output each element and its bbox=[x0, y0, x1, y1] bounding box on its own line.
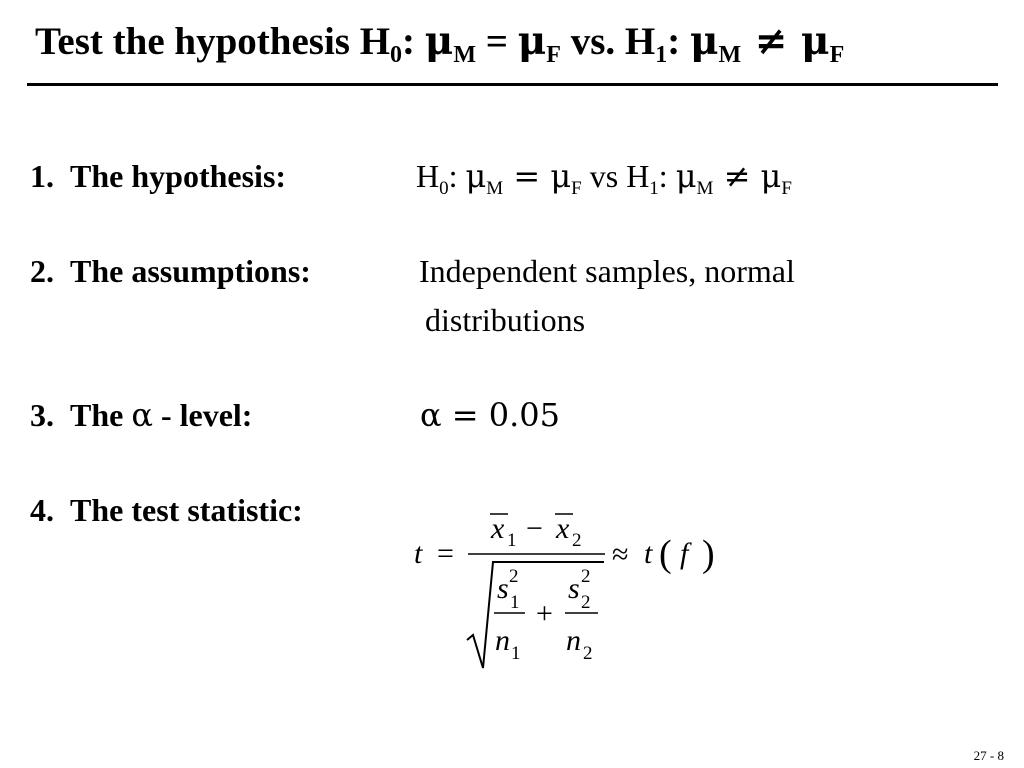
mu-symbol: μ bbox=[675, 157, 697, 195]
title-not-equal: ≠ bbox=[741, 18, 802, 64]
mu-symbol: μ bbox=[760, 157, 782, 195]
formula-s1: s bbox=[497, 572, 509, 605]
formula-plus: + bbox=[536, 597, 553, 630]
title-mu-symbol: μ bbox=[517, 18, 547, 64]
title-colon: : bbox=[402, 20, 425, 63]
item-number: 4. bbox=[30, 492, 54, 528]
item-alpha-value: α = 0.05 bbox=[420, 396, 561, 434]
title-mu-subscript: M bbox=[718, 42, 742, 68]
title-underline bbox=[27, 83, 998, 86]
formula-n2-subscript: 2 bbox=[583, 643, 593, 664]
formula-t: t bbox=[414, 537, 423, 570]
formula-n1-subscript: 1 bbox=[511, 643, 521, 664]
formula-right-paren: ) bbox=[702, 533, 715, 575]
title-h1-subscript: 1 bbox=[655, 42, 668, 68]
title-vs: vs. H bbox=[560, 20, 656, 63]
h1-subscript: 1 bbox=[649, 178, 659, 199]
item-assumptions-label bbox=[30, 252, 311, 290]
formula-x1: x bbox=[491, 512, 505, 545]
formula-x2-subscript: 2 bbox=[572, 530, 582, 551]
item-label: The hypothesis: bbox=[70, 158, 287, 194]
item-number: 2. bbox=[30, 253, 54, 289]
title-h0-subscript: 0 bbox=[390, 42, 403, 68]
equals-sign: = bbox=[503, 157, 551, 195]
mu-subscript: M bbox=[696, 178, 714, 199]
slide-number: 27 - 8 bbox=[973, 748, 1004, 763]
item-alpha-label bbox=[30, 396, 252, 434]
formula-t-distribution: t bbox=[644, 537, 653, 570]
item-hypothesis-value bbox=[416, 157, 792, 199]
title-text: Test the hypothesis H bbox=[35, 20, 391, 63]
formula-approx: ≈ bbox=[612, 538, 629, 571]
formula-n1: n bbox=[495, 624, 510, 657]
item-number: 3. bbox=[30, 397, 54, 433]
h0-subscript: 0 bbox=[439, 178, 449, 199]
item-assumptions-value-line1: Independent samples, normal bbox=[419, 253, 795, 289]
formula-s1-exponent: 2 bbox=[509, 566, 519, 587]
mu-symbol: μ bbox=[550, 157, 572, 195]
formula-equals: = bbox=[437, 537, 454, 570]
item-label: The test statistic: bbox=[70, 492, 303, 528]
item-label: The bbox=[70, 397, 132, 433]
formula-x2: x bbox=[556, 512, 570, 545]
formula-s2-exponent: 2 bbox=[581, 566, 591, 587]
mu-subscript: F bbox=[781, 178, 792, 199]
formula-s2-subscript: 2 bbox=[581, 592, 591, 613]
title-mu-symbol: μ bbox=[801, 18, 830, 64]
title-mu-subscript: F bbox=[546, 42, 561, 68]
mu-symbol: μ bbox=[465, 157, 487, 195]
title-colon: : bbox=[667, 20, 690, 63]
formula-minus: − bbox=[526, 512, 543, 545]
test-statistic-formula bbox=[405, 500, 735, 680]
mu-subscript: F bbox=[571, 178, 582, 199]
item-assumptions-value-line2: distributions bbox=[425, 302, 586, 338]
formula-n2: n bbox=[566, 624, 581, 657]
title-equals: = bbox=[476, 20, 518, 63]
formula-f: f bbox=[680, 537, 689, 570]
h-letter: H bbox=[416, 158, 440, 194]
colon: : bbox=[658, 158, 676, 194]
slide-title bbox=[35, 18, 844, 66]
item-number: 1. bbox=[30, 158, 54, 194]
formula-x1-subscript: 1 bbox=[507, 530, 517, 551]
item-hypothesis-label bbox=[30, 157, 286, 195]
title-mu-symbol: μ bbox=[689, 18, 719, 64]
alpha-symbol: α bbox=[131, 396, 153, 434]
formula-left-paren: ( bbox=[659, 533, 672, 575]
formula-s2: s bbox=[568, 572, 580, 605]
title-mu-symbol: μ bbox=[424, 18, 454, 64]
title-mu-subscript: M bbox=[453, 42, 476, 68]
colon: : bbox=[448, 158, 466, 194]
vs-text: vs H bbox=[581, 158, 650, 194]
formula-s1-subscript: 1 bbox=[510, 592, 520, 613]
item-label-suffix: - level: bbox=[152, 397, 253, 433]
not-equal-sign: ≠ bbox=[713, 157, 761, 195]
item-label: The assumptions: bbox=[70, 253, 311, 289]
title-mu-subscript: F bbox=[829, 42, 845, 68]
mu-subscript: M bbox=[486, 178, 504, 199]
item-test-statistic-label bbox=[30, 491, 303, 529]
